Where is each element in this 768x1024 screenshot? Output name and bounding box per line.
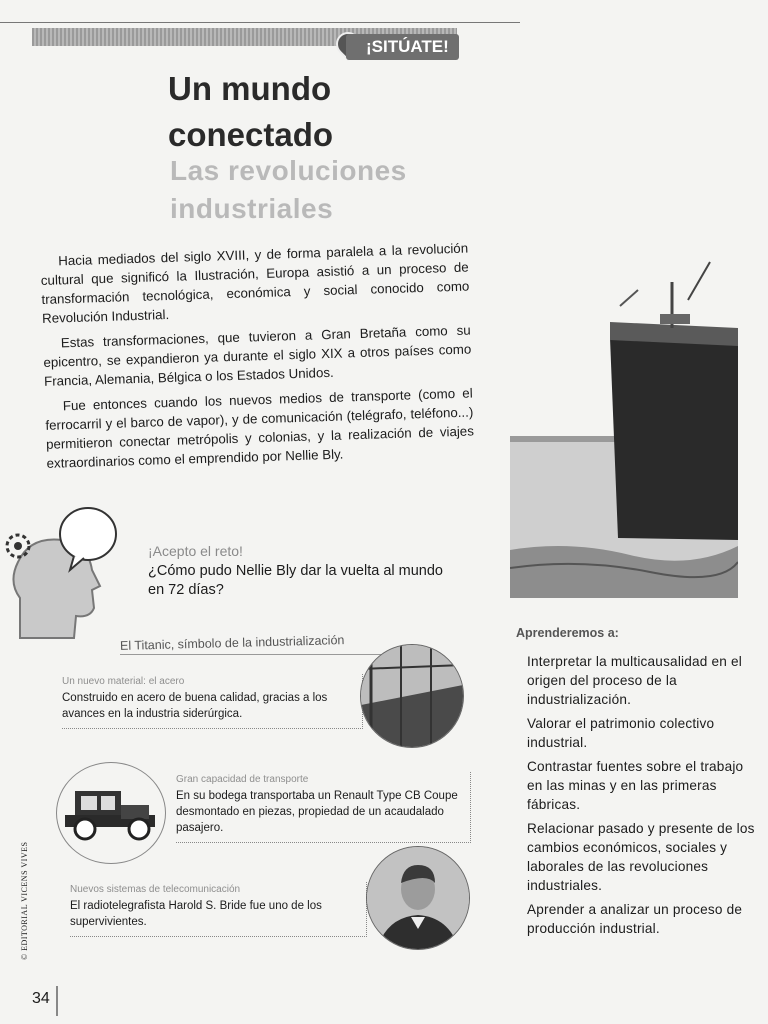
intro-text bbox=[40, 239, 475, 479]
page-number-rule bbox=[56, 986, 58, 1016]
item-text: El radiotelegrafista Harold S. Bride fue uno de los supervivientes. bbox=[70, 900, 322, 928]
item-caption: Un nuevo material: el acero bbox=[62, 676, 185, 687]
intro-paragraph: Fue entonces cuando los nuevos medios de transporte (como el ferrocarril y el barco de vapor), y de comunicación (telégrafo, teléfono...) permitieron conectar metrópolis y colonias, y la realización de viajes extraordinarios como el emprendido por Nellie Bly. bbox=[45, 385, 475, 471]
titanic-section-title: El Titanic, símbolo de la industrialización bbox=[119, 633, 345, 653]
publisher-credit: © EDITORIAL VICENS VIVES bbox=[20, 841, 29, 960]
thinking-head-icon bbox=[0, 500, 140, 640]
page-number: 34 bbox=[32, 990, 50, 1007]
shipyard-photo bbox=[360, 644, 464, 748]
challenge-question: ¿Cómo pudo Nellie Bly dar la vuelta al mundo en 72 días? bbox=[148, 563, 443, 598]
learn-item: Interpretar la multicausalidad en el origen del proceso de la industrialización. bbox=[527, 654, 742, 707]
challenge-title: ¡Acepto el reto! bbox=[148, 543, 243, 559]
item-text: En su bodega transportaba un Renault Type CB Coupe desmontado en piezas, propiedad de un acaudalado pasajero. bbox=[176, 790, 458, 834]
titanic-item-telecom bbox=[70, 882, 367, 937]
ship-photo bbox=[510, 250, 738, 598]
titanic-item-cargo bbox=[176, 772, 471, 843]
section-badge: ¡SITÚATE! bbox=[346, 34, 459, 60]
item-caption: Gran capacidad de transporte bbox=[176, 774, 309, 785]
learn-item: Valorar el patrimonio colectivo industrial. bbox=[527, 716, 715, 750]
titanic-item-steel bbox=[62, 674, 363, 729]
learn-item: Aprender a analizar un proceso de producción industrial. bbox=[527, 902, 743, 936]
car-photo bbox=[56, 762, 166, 864]
page-subtitle: Las revoluciones industriales bbox=[170, 155, 407, 224]
intro-paragraph: Hacia mediados del siglo XVIII, y de forma paralela a la revolución cultural que significó la Ilustración, Europa asistió a un proceso de transformación tecnológica, económica y social conocido como Revolución Industrial. bbox=[40, 240, 470, 326]
item-text: Construido en acero de buena calidad, gracias a los avances en la industria siderúrgica. bbox=[62, 692, 328, 720]
item-caption: Nuevos sistemas de telecomunicación bbox=[70, 884, 241, 895]
intro-paragraph: Estas transformaciones, que tuvieron a Gran Bretaña como su epicentro, se expandieron ya durante el siglo XIX a otros países como Francia, Alemania, Bélgica o los Estados Unidos. bbox=[43, 322, 472, 389]
learn-list bbox=[527, 652, 759, 943]
portrait-photo bbox=[366, 846, 470, 950]
page-title: Un mundo conectado bbox=[168, 70, 334, 153]
titanic-rule bbox=[120, 654, 398, 655]
top-rule bbox=[0, 22, 520, 23]
learn-item: Contrastar fuentes sobre el trabajo en las minas y en las primeras fábricas. bbox=[527, 759, 744, 812]
learn-item: Relacionar pasado y presente de los cambios económicos, sociales y laborales de las revoluciones industriales. bbox=[527, 821, 755, 893]
learn-title: Aprenderemos a: bbox=[516, 626, 619, 640]
